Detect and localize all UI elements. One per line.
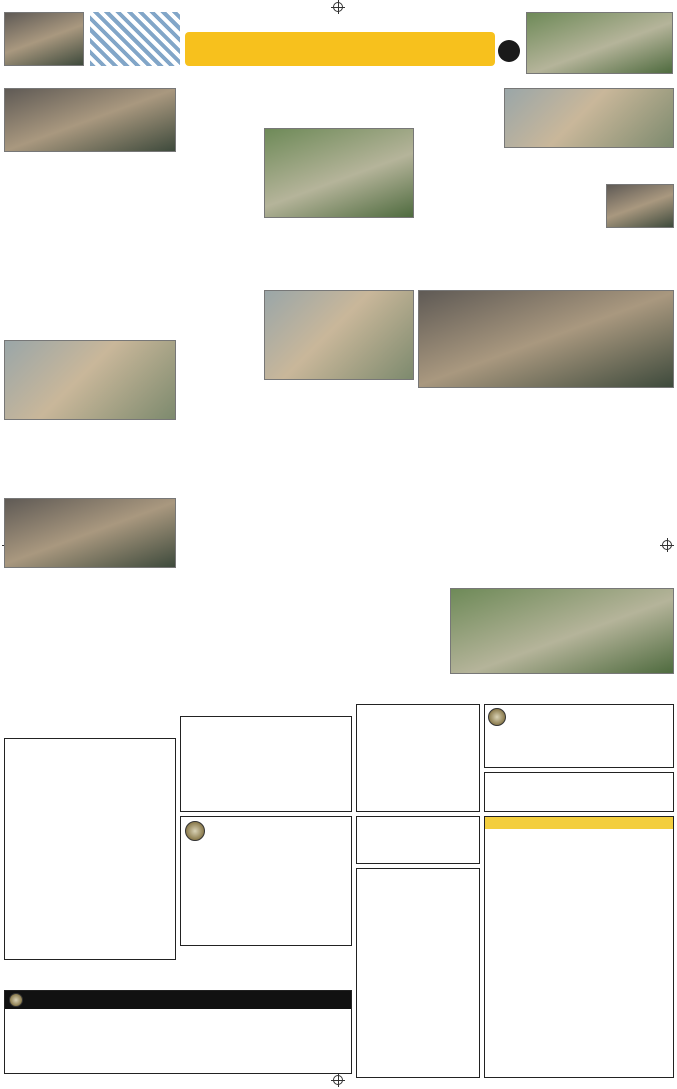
story-photo xyxy=(4,340,176,420)
photo-caption xyxy=(264,382,414,396)
lead-photo xyxy=(264,128,414,218)
story-photo xyxy=(264,290,414,380)
story-headline xyxy=(422,410,674,446)
bottom-tender-ad xyxy=(4,990,352,1074)
lead-body-text xyxy=(180,128,260,236)
classified-notice xyxy=(4,738,176,960)
story-photo xyxy=(450,588,674,674)
story-photo xyxy=(504,88,674,148)
government-seal-icon xyxy=(9,993,23,1007)
government-seal-icon xyxy=(185,821,205,841)
classified-notice xyxy=(484,772,674,812)
photo-caption xyxy=(4,154,176,172)
story-photo xyxy=(418,290,674,388)
tender-notice-ad xyxy=(180,716,352,812)
header-photo-left xyxy=(4,12,84,66)
page-number xyxy=(498,40,520,62)
story-body-text xyxy=(4,450,176,496)
lead-body-text xyxy=(180,238,500,284)
photo-caption xyxy=(418,390,674,404)
story-photo xyxy=(4,88,176,152)
lead-subheadline xyxy=(210,114,470,124)
header-photo-right xyxy=(526,12,673,74)
story-body-text xyxy=(450,564,674,586)
pspcl-ad xyxy=(484,704,674,768)
story-headline xyxy=(4,598,176,634)
story-body-text xyxy=(92,638,176,734)
story-photo xyxy=(4,498,176,568)
tender-table-ad xyxy=(484,816,674,1078)
story-body-text xyxy=(4,212,176,270)
story-body-text xyxy=(180,414,258,564)
story-headline xyxy=(356,546,674,560)
lead-headline xyxy=(180,88,500,112)
story-photo xyxy=(606,184,674,228)
story-body-text xyxy=(504,184,604,284)
story-body-text xyxy=(180,584,352,714)
story-body-text xyxy=(356,564,446,674)
classified-notice xyxy=(356,816,480,864)
public-notice-ad xyxy=(356,868,480,1078)
story-headline xyxy=(260,402,420,438)
story-headline xyxy=(180,548,350,582)
story-headline xyxy=(4,294,176,334)
decorative-pattern xyxy=(90,12,180,66)
registration-mark-icon xyxy=(333,1075,343,1085)
photo-caption xyxy=(4,422,176,446)
story-headline xyxy=(504,168,674,180)
pspcl-logo-icon xyxy=(488,708,506,726)
story-body-text xyxy=(606,230,674,284)
lead-body-text xyxy=(418,128,500,236)
story-body-text xyxy=(180,290,260,410)
photo-caption xyxy=(504,150,674,162)
photo-caption xyxy=(4,570,176,584)
story-body-text xyxy=(422,450,674,540)
story-headline xyxy=(4,176,176,210)
registration-mark-icon xyxy=(333,2,343,12)
classified-notice xyxy=(356,704,480,812)
printer-slug xyxy=(4,2,304,9)
story-body-text xyxy=(4,638,88,734)
masthead-dateline xyxy=(240,58,490,66)
story-body-text xyxy=(262,442,416,542)
punjab-sarkar-ad xyxy=(180,816,352,946)
